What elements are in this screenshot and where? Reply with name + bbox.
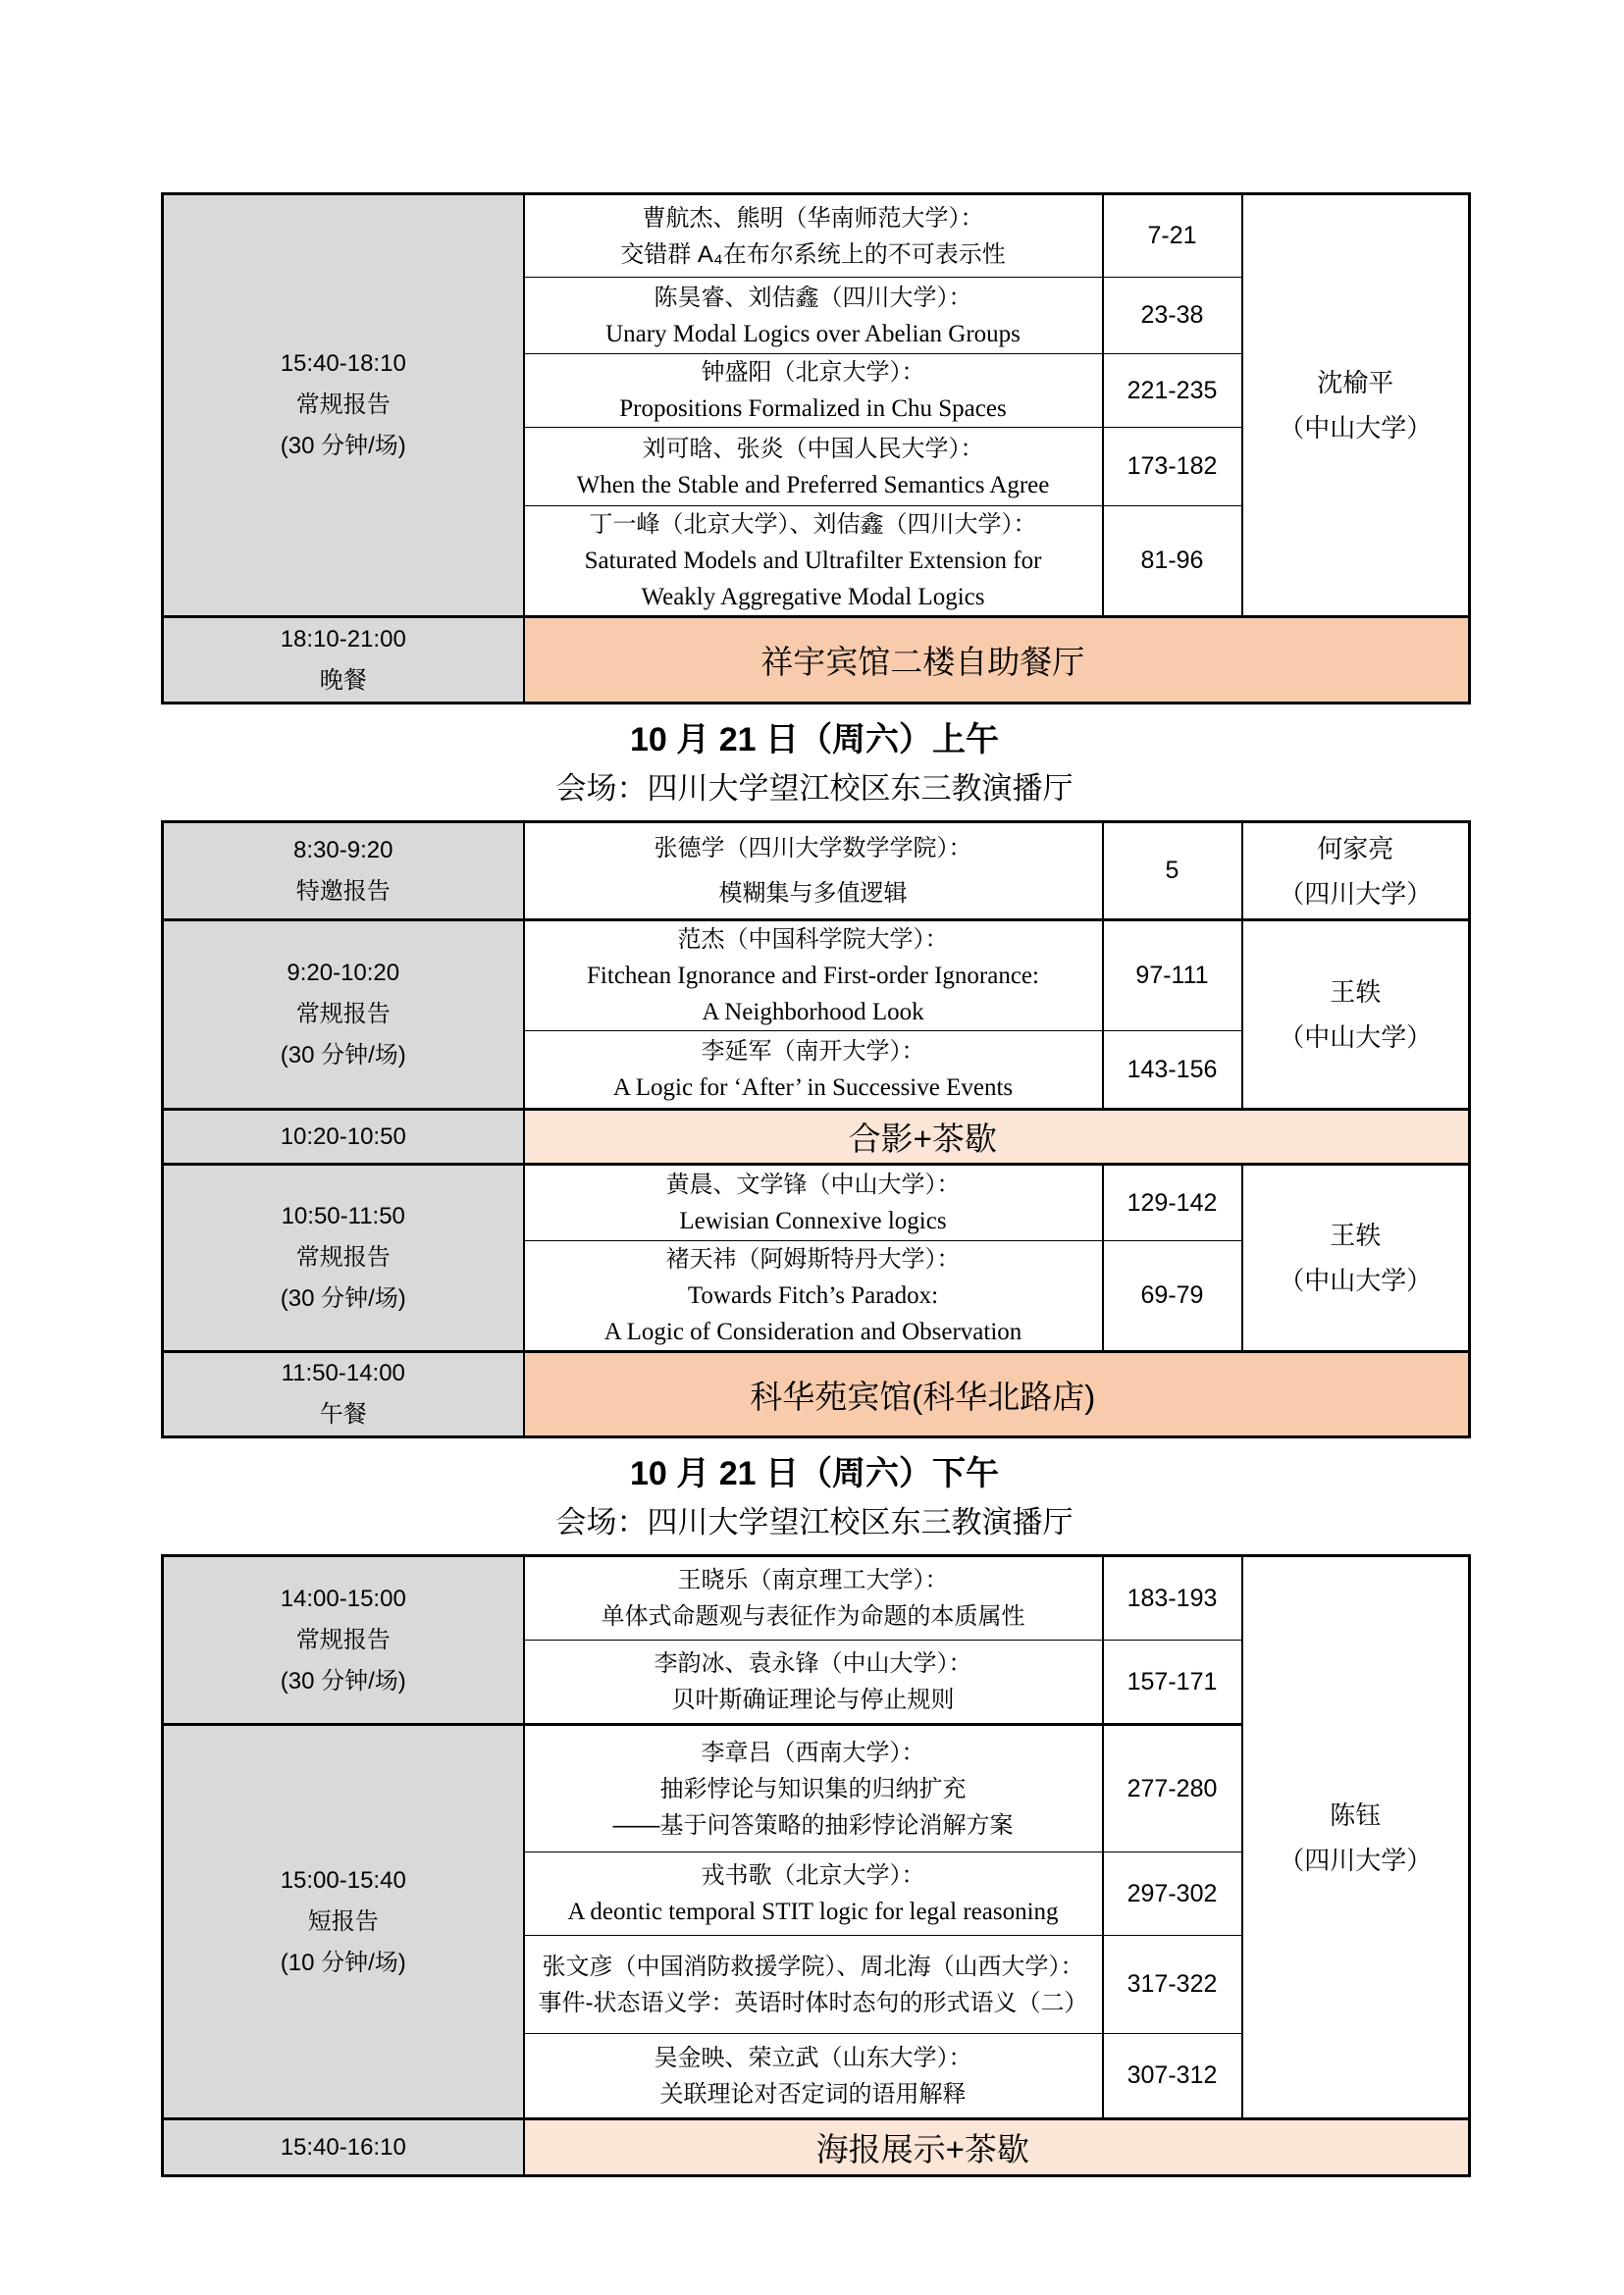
talk-title-line2: Weakly Aggregative Modal Logics — [641, 584, 985, 610]
talk-cell — [524, 1641, 1103, 1725]
talk-cell — [524, 1556, 1103, 1641]
talk-authors: 李延军（南开大学）： — [701, 1038, 925, 1065]
schedule-table-morning — [161, 820, 1471, 1438]
session-time-cell — [163, 1110, 524, 1165]
venue-line-afternoon: 会场：四川大学望江校区东三教演播厅 — [555, 1505, 1074, 1539]
talk-title: 模糊集与多值逻辑 — [718, 879, 908, 907]
page-range: 69-79 — [1103, 1241, 1242, 1352]
chair-cell — [1242, 822, 1470, 920]
lunch-banner-cell: 科华苑宾馆(科华北路店) — [524, 1352, 1470, 1437]
talk-authors: 钟盛阳（北京大学）： — [701, 359, 925, 386]
talk-authors: 王晓乐（南京理工大学）： — [677, 1567, 949, 1593]
chair-name: 沈榆平 — [1317, 368, 1394, 397]
table-row — [163, 1165, 1470, 1241]
session-time-cell — [163, 1352, 524, 1437]
page-range: 5 — [1103, 822, 1242, 920]
talk-authors: 黄晨、文学锋（中山大学）： — [665, 1172, 961, 1198]
page-range: 81-96 — [1103, 506, 1242, 617]
talk-title: 事件-状态语义学：英语时体时态句的形式语义（二） — [538, 1989, 1088, 2016]
session-type: 常规报告 — [295, 1001, 391, 1027]
section-title-afternoon: 10 月 21 日（周六）下午 — [630, 1455, 999, 1492]
talk-cell — [524, 2034, 1103, 2119]
session-type: 短报告 — [307, 1907, 379, 1935]
talk-cell — [524, 1241, 1103, 1352]
talk-title: 单体式命题观与表征作为命题的本质属性 — [601, 1603, 1025, 1630]
talk-cell — [524, 1852, 1103, 1936]
page-range: 297-302 — [1103, 1852, 1242, 1936]
table-row — [163, 194, 1470, 278]
talk-cell — [524, 822, 1103, 920]
session-time-cell — [163, 822, 524, 920]
time-range: 10:20-10:50 — [280, 1122, 406, 1150]
talk-title: 抽彩悖论与知识集的归纳扩充 — [659, 1775, 967, 1802]
page-range: 307-312 — [1103, 2034, 1242, 2119]
talk-title: A Logic for ‘After’ in Successive Events — [612, 1074, 1014, 1101]
talk-title: Lewisian Connexive logics — [679, 1208, 947, 1234]
session-type: 常规报告 — [295, 391, 391, 418]
talk-authors: 陈昊睿、刘佶鑫（四川大学）： — [654, 284, 972, 311]
chair-name: 王轶 — [1330, 1221, 1382, 1250]
talk-authors: 范杰（中国科学院大学）： — [677, 926, 949, 953]
table-row — [163, 2119, 1470, 2176]
time-range: 18:10-21:00 — [280, 625, 406, 652]
talk-authors: 丁一峰（北京大学）、刘佶鑫（四川大学）： — [589, 511, 1037, 538]
talk-title: Propositions Formalized in Chu Spaces — [619, 395, 1007, 422]
page-range: 173-182 — [1103, 428, 1242, 506]
time-range: 11:50-14:00 — [281, 1360, 405, 1386]
session-duration: (10 分钟/场) — [280, 1949, 406, 1976]
chair-affiliation: （中山大学） — [1279, 1266, 1433, 1295]
page-range: 157-171 — [1103, 1641, 1242, 1725]
talk-title: A deontic temporal STIT logic for legal reasoning — [567, 1899, 1059, 1925]
talk-title: 贝叶斯确证理论与停止规则 — [671, 1687, 955, 1713]
program-content — [161, 192, 1468, 2177]
talk-authors: 曹航杰、熊明（华南师范大学）： — [642, 204, 984, 232]
chair-cell — [1242, 1556, 1470, 2119]
session-duration: (30 分钟/场) — [280, 1667, 406, 1695]
time-range: 8:30-9:20 — [293, 836, 393, 863]
talk-title: Saturated Models and Ultrafilter Extension for — [584, 548, 1042, 574]
page-range: 221-235 — [1103, 354, 1242, 428]
talk-cell — [524, 1725, 1103, 1852]
venue-line-morning: 会场：四川大学望江校区东三教演播厅 — [555, 771, 1074, 806]
talk-cell — [524, 1936, 1103, 2034]
table-row — [163, 920, 1470, 1031]
meal-label: 晚餐 — [319, 666, 367, 694]
session-time-cell — [163, 1725, 524, 2119]
chair-cell — [1242, 920, 1470, 1110]
time-range: 15:40-18:10 — [280, 350, 406, 377]
talk-title-line2: A Neighborhood Look — [702, 999, 924, 1025]
section-title-morning: 10 月 21 日（周六）上午 — [630, 721, 999, 758]
talk-cell — [524, 278, 1103, 354]
page-range: 317-322 — [1103, 1936, 1242, 2034]
table-row — [163, 1556, 1470, 1641]
talk-cell — [524, 194, 1103, 278]
schedule-table-evening-session — [161, 192, 1471, 704]
dinner-banner-cell: 祥宇宾馆二楼自助餐厅 — [524, 617, 1470, 704]
page-range: 7-21 — [1103, 194, 1242, 278]
talk-authors: 褚天祎（阿姆斯特丹大学）： — [665, 1246, 961, 1273]
talk-title: When the Stable and Preferred Semantics Agree — [576, 471, 1050, 498]
chair-cell — [1242, 194, 1470, 617]
talk-cell — [524, 354, 1103, 428]
page-range: 277-280 — [1103, 1725, 1242, 1852]
talk-cell — [524, 920, 1103, 1031]
page-range: 97-111 — [1103, 920, 1242, 1031]
time-range: 15:00-15:40 — [280, 1866, 406, 1894]
chair-name: 王轶 — [1330, 977, 1382, 1007]
talk-title-line2: ——基于问答策略的抽彩悖论消解方案 — [612, 1811, 1014, 1839]
session-time-cell — [163, 617, 524, 704]
talk-title: Fitchean Ignorance and First-order Ignorance: — [587, 963, 1039, 989]
page-range: 129-142 — [1103, 1165, 1242, 1241]
talk-title: Unary Modal Logics over Abelian Groups — [605, 320, 1021, 347]
table-row — [163, 1352, 1470, 1437]
session-duration: (30 分钟/场) — [280, 1042, 406, 1069]
talk-authors: 吴金映、荣立武（山东大学）： — [654, 2044, 972, 2071]
talk-cell — [524, 428, 1103, 506]
chair-affiliation: （四川大学） — [1279, 1845, 1433, 1875]
page-range: 23-38 — [1103, 278, 1242, 354]
meal-label: 午餐 — [319, 1401, 367, 1428]
talk-authors: 李韵冰、袁永锋（中山大学）： — [654, 1650, 972, 1677]
chair-affiliation: （四川大学） — [1279, 878, 1433, 909]
talk-cell — [524, 1031, 1103, 1110]
talk-authors: 张德学（四川大学数学学院）： — [654, 834, 972, 861]
talk-title-line2: A Logic of Consideration and Observation — [603, 1319, 1022, 1345]
chair-affiliation: （中山大学） — [1279, 413, 1433, 443]
session-time-cell — [163, 194, 524, 617]
poster-banner-cell: 海报展示+茶歇 — [524, 2119, 1470, 2176]
session-type: 特邀报告 — [295, 877, 391, 905]
session-time-cell — [163, 920, 524, 1110]
chair-name: 何家亮 — [1317, 833, 1394, 863]
session-duration: (30 分钟/场) — [280, 1285, 406, 1312]
talk-authors: 李章吕（西南大学）： — [701, 1739, 925, 1766]
time-range: 9:20-10:20 — [287, 960, 400, 986]
talk-title: 关联理论对否定词的语用解释 — [659, 2080, 967, 2108]
talk-authors: 刘可晗、张炎（中国人民大学）： — [642, 435, 984, 462]
session-duration: (30 分钟/场) — [280, 433, 406, 459]
chair-name: 陈钰 — [1330, 1799, 1382, 1830]
time-range: 15:40-16:10 — [280, 2133, 406, 2161]
schedule-table-afternoon — [161, 1554, 1471, 2177]
talk-title: Towards Fitch’s Paradox: — [687, 1282, 939, 1309]
talk-authors: 张文彦（中国消防救援学院）、周北海（山西大学）： — [542, 1953, 1084, 1980]
session-time-cell — [163, 1556, 524, 1725]
session-type: 常规报告 — [295, 1244, 391, 1271]
table-row — [163, 822, 1470, 920]
talk-authors: 戎书歌（北京大学）： — [701, 1862, 925, 1889]
table-row — [163, 1110, 1470, 1165]
tea-break-banner-cell: 合影+茶歇 — [524, 1110, 1470, 1165]
session-time-cell — [163, 1165, 524, 1352]
session-type: 常规报告 — [295, 1626, 391, 1653]
page-range: 183-193 — [1103, 1556, 1242, 1641]
talk-cell — [524, 1165, 1103, 1241]
talk-cell — [524, 506, 1103, 617]
table-row — [163, 617, 1470, 704]
chair-cell — [1242, 1165, 1470, 1352]
session-time-cell — [163, 2119, 524, 2176]
chair-affiliation: （中山大学） — [1279, 1022, 1433, 1052]
time-range: 10:50-11:50 — [281, 1203, 405, 1229]
time-range: 14:00-15:00 — [280, 1585, 406, 1612]
page-range: 143-156 — [1103, 1031, 1242, 1110]
talk-title: 交错群 A₄在布尔系统上的不可表示性 — [620, 240, 1006, 268]
